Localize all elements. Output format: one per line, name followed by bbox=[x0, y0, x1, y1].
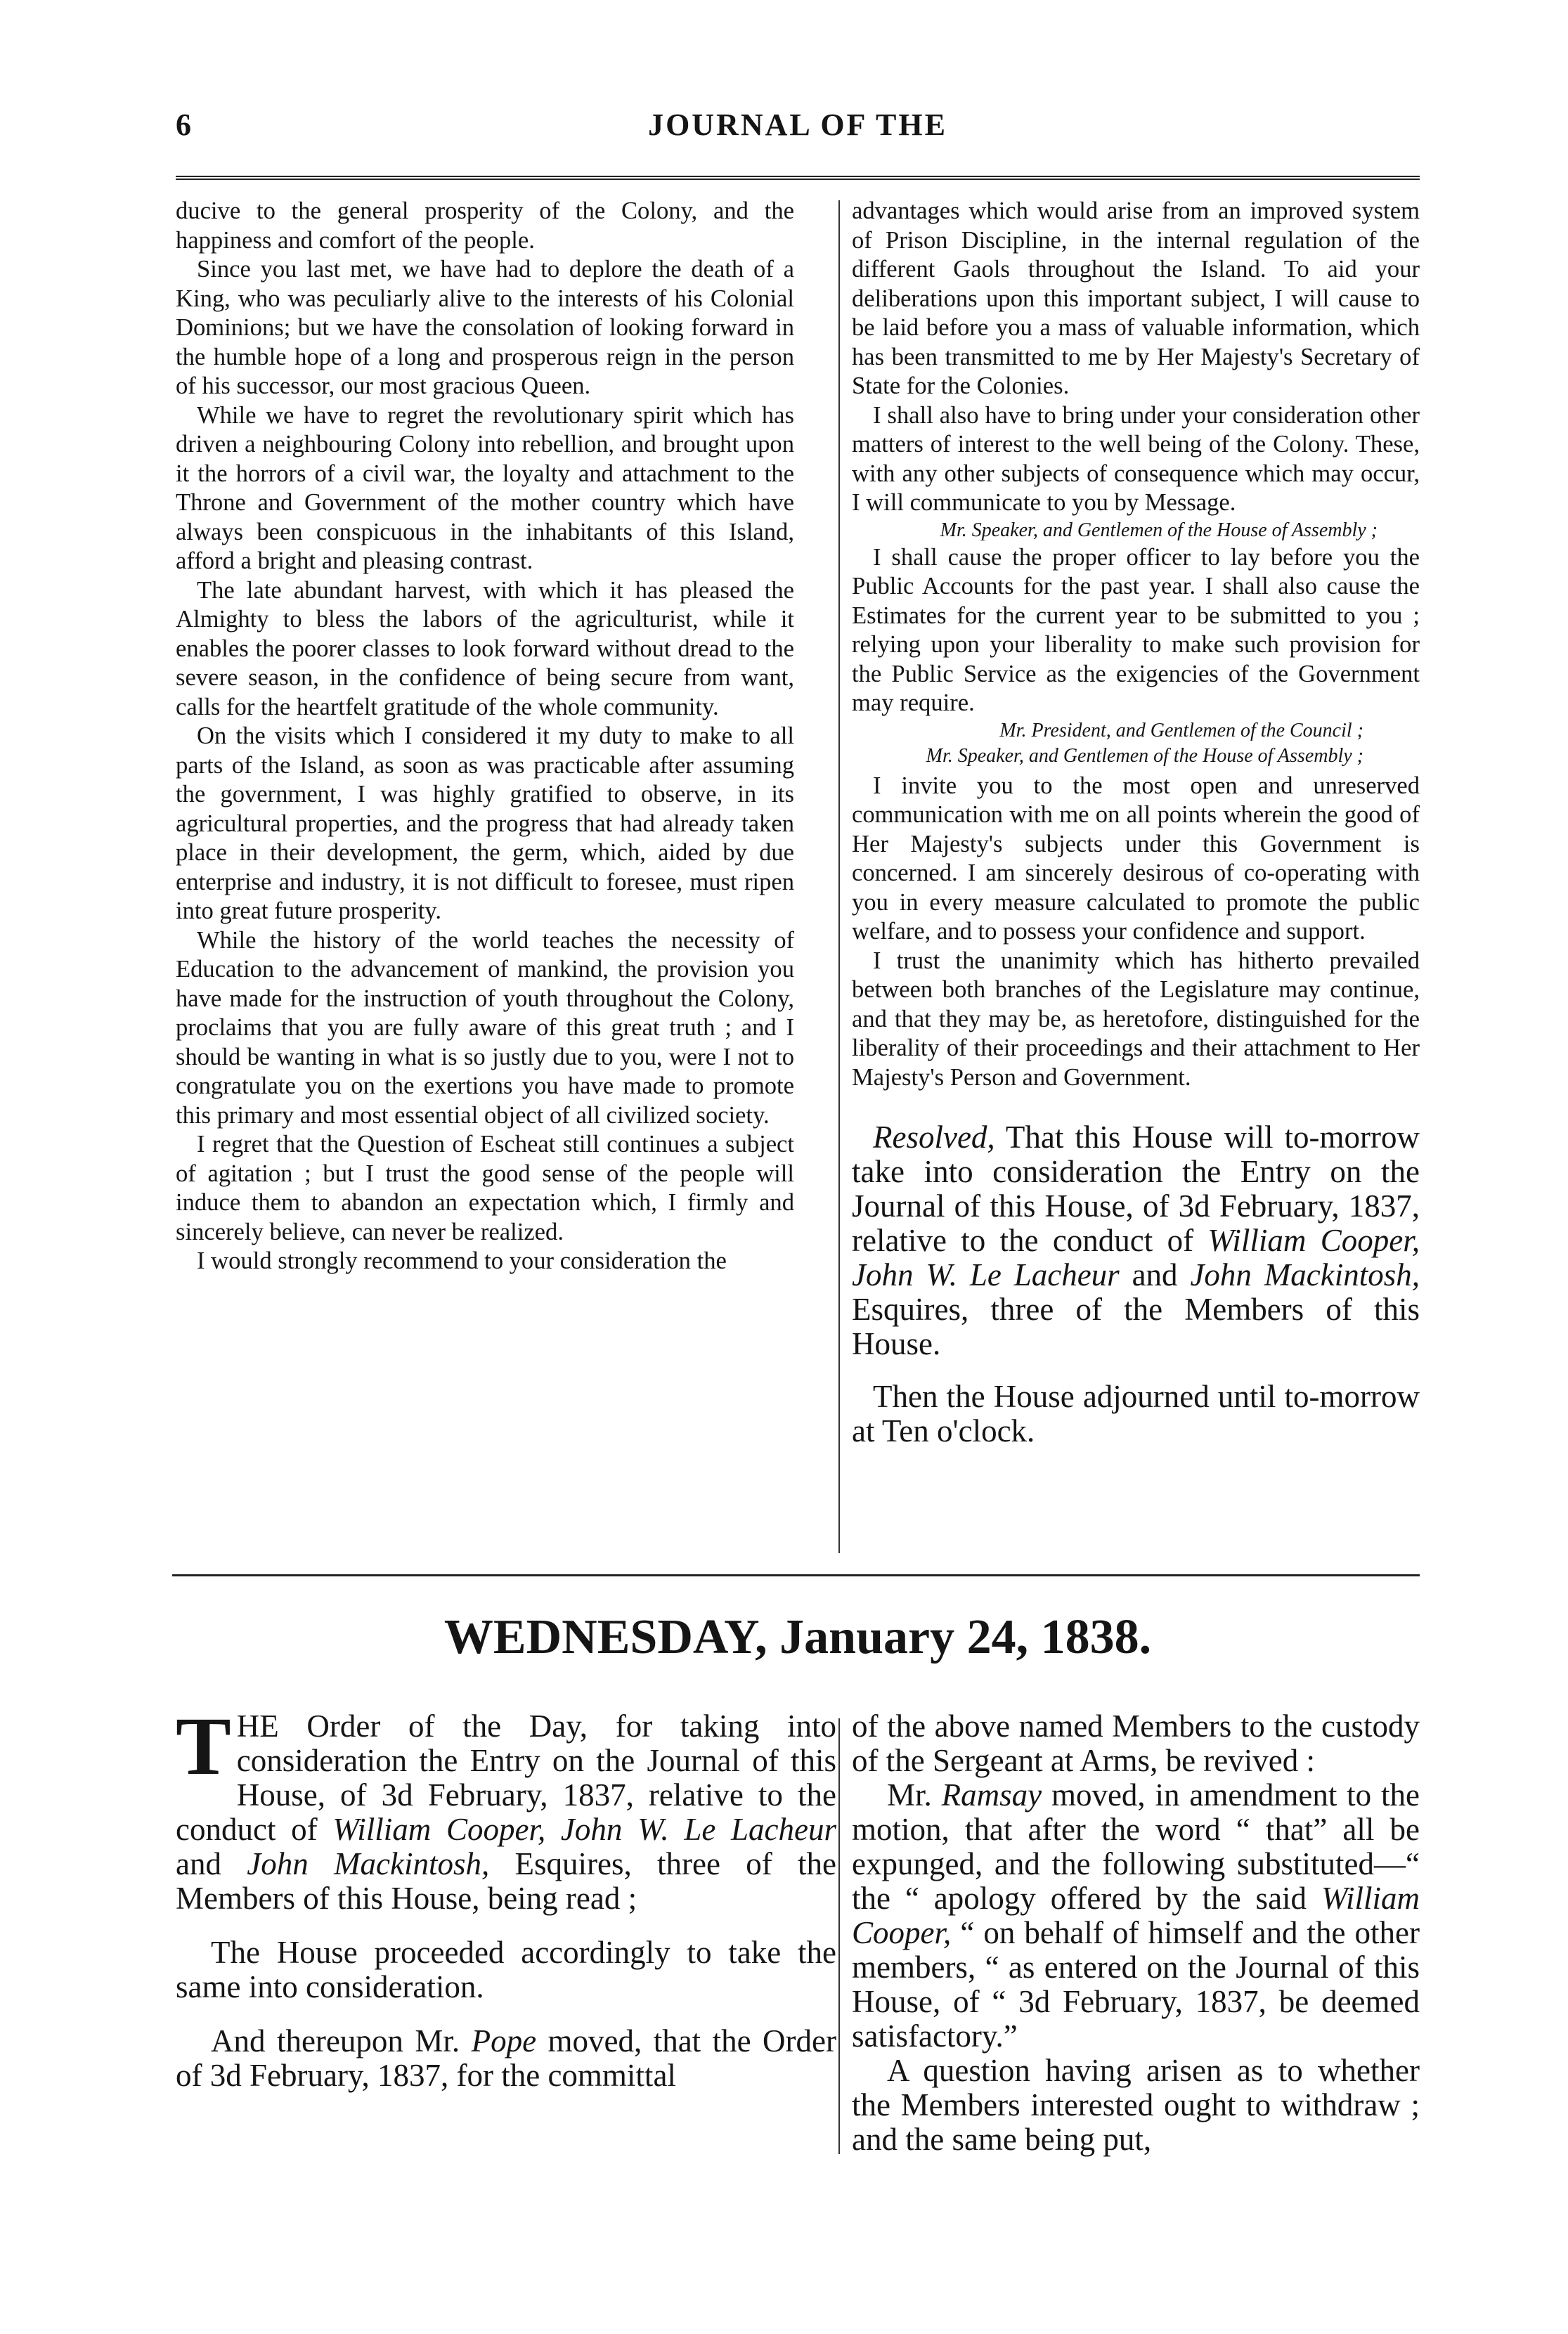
paragraph: of the above named Members to the custody of the Sergeant at Arms, be revived : bbox=[852, 1709, 1420, 1778]
member-names: William Cooper, John W. Le Lacheur bbox=[332, 1812, 837, 1847]
top-left-column bbox=[176, 197, 794, 1276]
paragraph: I trust the unanimity which has hitherto prevailed between both branches of the Legislature may continue, and that they may be, as heretofore, distinguished for the liberality of their proceedings and their attachment to Her Majesty's Person and Government. bbox=[852, 947, 1420, 1091]
day-heading: WEDNESDAY, January 24, 1838. bbox=[443, 1610, 1152, 1664]
paragraph: Mr. Ramsay moved, in amendment to the motion, that after the word “ that” all be expunged, and the following substituted—“ the “ apology offered by the said William Cooper, “ on behalf of himself and the other members, “ as entered on the Journal of this House, of “ 3d February, 1837, be deemed satisfactory.” bbox=[852, 1777, 1420, 2054]
member-name: Ramsay bbox=[941, 1777, 1042, 1813]
address-line: Mr. President, and Gentlemen of the Council ; bbox=[999, 719, 1363, 741]
resolved-label: Resolved, bbox=[873, 1120, 995, 1155]
paragraph: I regret that the Question of Escheat still continues a subject of agitation ; but I trust the good sense of the people will induce them to abandon an expectation which, I firmly and sincerely believe, can never be realized. bbox=[176, 1131, 794, 1245]
paragraph: I shall also have to bring under your consideration other matters of interest to the well being of the Colony. These, with any other subjects of consequence which may occur, I will communicate to you by Message. bbox=[852, 401, 1420, 516]
bottom-left-column bbox=[176, 1700, 837, 2093]
address-line: Mr. Speaker, and Gentlemen of the House of Assembly ; bbox=[940, 519, 1378, 541]
page-number: 6 bbox=[176, 108, 191, 142]
paragraph: advantages which would arise from an improved system of Prison Discipline, in the internal regulation of the different Gaols throughout the Island. To aid your deliberations upon this important subject, I will cause to be laid before you a mass of valuable information, which has been transmitted to me by Her Majesty's Secretary of State for the Colonies. bbox=[852, 197, 1420, 399]
section-rule bbox=[172, 1574, 1420, 1576]
member-name: John Mackintosh, bbox=[1190, 1257, 1420, 1292]
member-name: Pope bbox=[471, 2023, 537, 2059]
paragraph: The late abundant harvest, with which it has pleased the Almighty to bless the labors of the agriculturist, while it enables the poorer classes to look forward without dread to the severe season, in the confidence of being secure from want, calls for the heartfelt gratitude of the whole community. bbox=[176, 576, 794, 720]
paragraph: I would strongly recommend to your consideration the bbox=[197, 1247, 727, 1274]
paragraph: THE Order of the Day, for taking into consideration the Entry on the Journal of this House, of 3d February, 1837, relative to the conduct of William Cooper, John W. Le Lacheur and John Mackintosh, Esquires, three of the Members of this House, being read ; bbox=[176, 1700, 837, 1916]
paragraph: While the history of the world teaches the necessity of Education to the advancement of mankind, the provision you have made for the instruction of youth throughout the Colony, proclaims that you are fully aware of this great truth ; and I should be wanting in what is so justly due to you, were I not to congratulate you on the exertions you have made to promote this primary and most essential object of all civilized society. bbox=[176, 926, 794, 1129]
adjournment-paragraph: Then the House adjourned until to-morrow at Ten o'clock. bbox=[852, 1379, 1420, 1448]
paragraph: ducive to the general prosperity of the Colony, and the happiness and comfort of the people. bbox=[176, 197, 794, 254]
paragraph: Since you last met, we have had to deplore the death of a King, who was peculiarly alive to the interests of his Colonial Dominions; but we have the consolation of looking forward in the humble hope of a long and prosperous reign in the person of his successor, our most gracious Queen. bbox=[176, 256, 794, 399]
paragraph: And thereupon Mr. Pope moved, that the Order of 3d February, 1837, for the committal bbox=[176, 2023, 836, 2093]
header-rule bbox=[176, 176, 1420, 182]
top-right-column bbox=[852, 197, 1420, 1448]
member-names: William Cooper, John W. Le Lacheur bbox=[852, 1223, 1420, 1292]
paragraph: I invite you to the most open and unreserved communication with me on all points wherein the good of Her Majesty's subjects under this Government is concerned. I am sincerely desirous of co-operating with you in every measure calculated to promote the public welfare, and to possess your confidence and support. bbox=[852, 772, 1420, 945]
resolution-paragraph: Resolved, That this House will to-morrow take into consideration the Entry on the Journal of this House, of 3d February, 1837, relative to the conduct of William Cooper, John W. Le Lacheur and John Mackintosh, Esquires, three of the Members of this House. bbox=[852, 1120, 1420, 1361]
address-line: Mr. Speaker, and Gentlemen of the House of Assembly ; bbox=[926, 744, 1363, 767]
paragraph: While we have to regret the revolutionary spirit which has driven a neighbouring Colony into rebellion, and brought upon it the horrors of a civil war, the loyalty and attachment to the Throne and Government of the mother country which have always been conspicuous in the inhabitants of this Island, afford a bright and pleasing contrast. bbox=[176, 401, 794, 574]
paragraph: The House proceeded accordingly to take the same into consideration. bbox=[176, 1935, 836, 2004]
page-header bbox=[176, 107, 1420, 156]
member-name: John Mackintosh, bbox=[247, 1846, 490, 1881]
column-divider bbox=[838, 200, 840, 1553]
bottom-right-column bbox=[852, 1709, 1420, 2157]
column-divider bbox=[838, 1718, 840, 2154]
drop-cap: T bbox=[176, 1700, 231, 1792]
paragraph: I shall cause the proper officer to lay before you the Public Accounts for the past year. I shall also cause the Estimates for the current year to be submitted to you ; relying upon your liberality to make such provision for the Public Service as the exigencies of the Government may require. bbox=[852, 543, 1420, 716]
member-name: William Cooper, bbox=[852, 1881, 1420, 1950]
paragraph: A question having arisen as to whether the Members interested ought to withdraw ; and the same being put, bbox=[852, 2053, 1420, 2157]
running-head: JOURNAL OF THE bbox=[648, 108, 947, 142]
paragraph: On the visits which I considered it my duty to make to all parts of the Island, as soon as was practicable after assuming the government, I was highly gratified to observe, in its agricultural properties, and the progress that had already taken place in their development, the germ, which, aided by due enterprise and industry, it is not difficult to foresee, must ripen into great future prosperity. bbox=[176, 722, 794, 924]
